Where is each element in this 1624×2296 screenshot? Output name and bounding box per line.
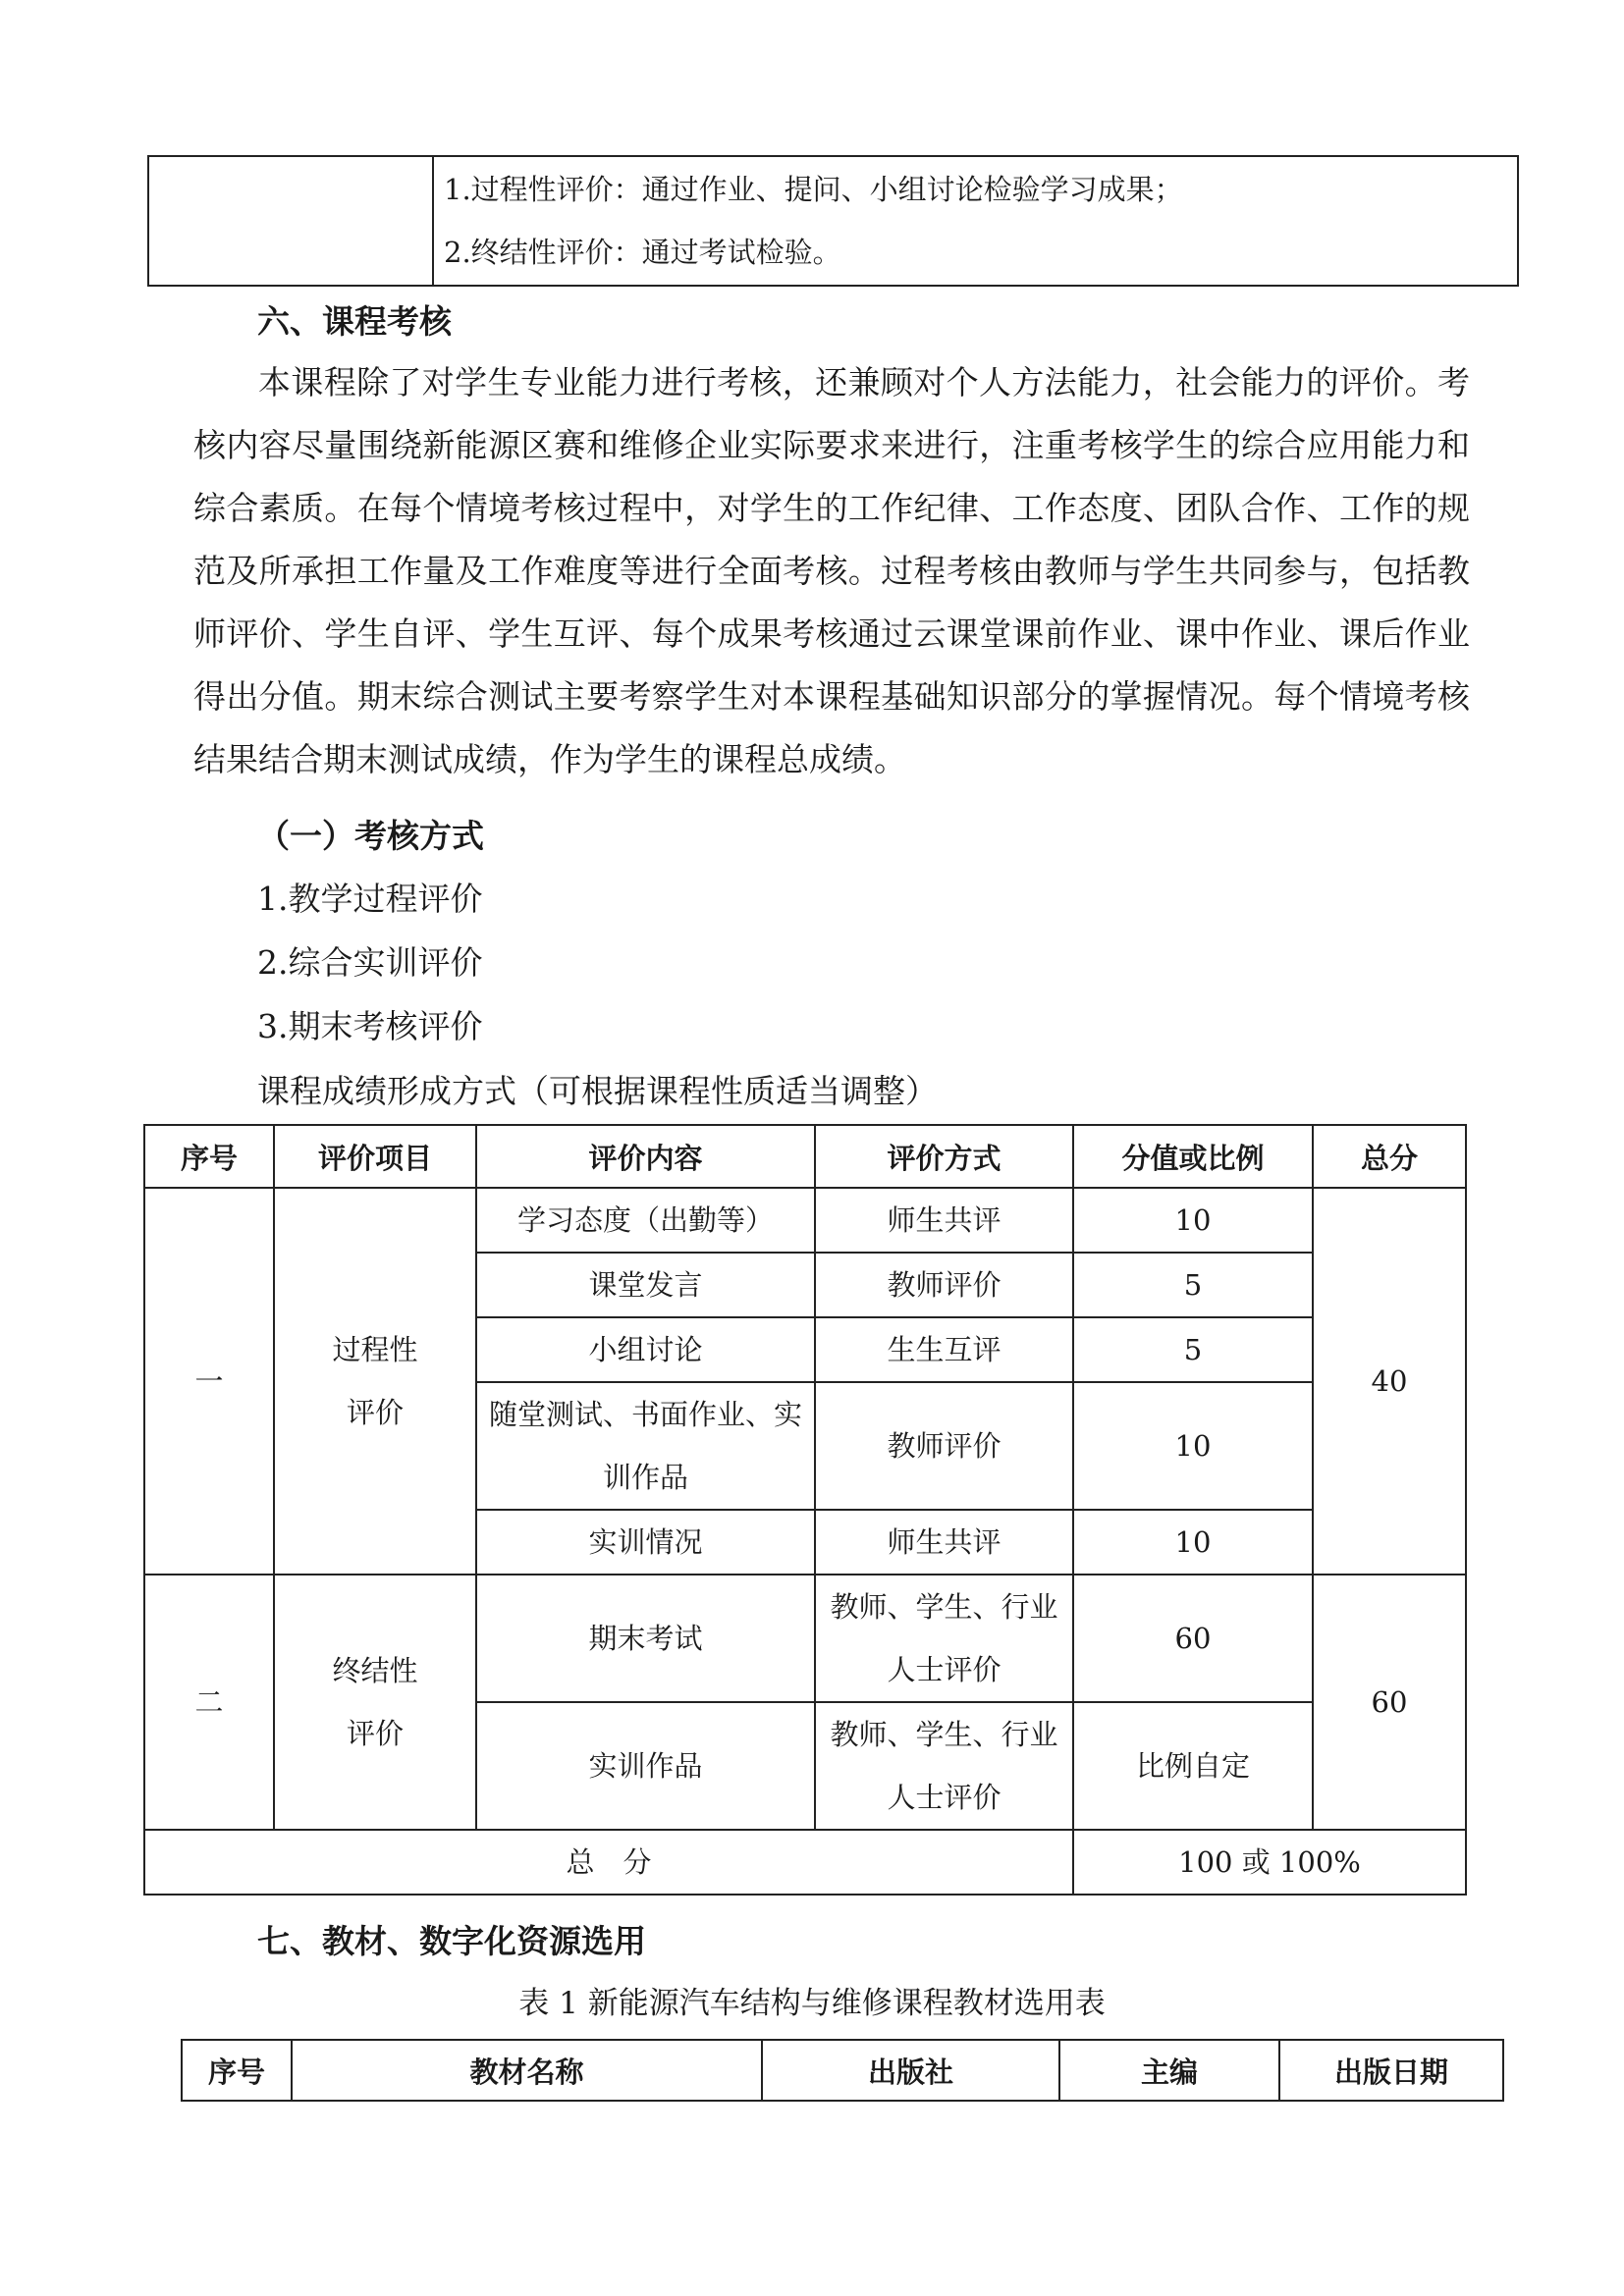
- textbook-header-no: 序号: [182, 2040, 292, 2101]
- top-eval-table: [147, 155, 1519, 287]
- group2-row2-method-line2: 人士评价: [887, 1781, 1001, 1814]
- section6-paragraph: 本课程除了对学生专业能力进行考核，还兼顾对个人方法能力，社会能力的评价。考核内容尽量围绕新能源区赛和维修企业实际要求来进行，注重考核学生的综合应用能力和综合素质。在每个情境考核过程中，对学生的工作纪律、工作态度、团队合作、工作的规范及所承担工作量及工作难度等进行全面考核。过程考核由教师与学生共同参与，包括教师评价、学生自评、学生互评、每个成果考核通过云课堂课前作业、课中作业、课后作业得出分值。期末综合测试主要考察学生对本课程基础知识部分的掌握情况。每个情境考核结果结合期末测试成绩，作为学生的课程总成绩。: [193, 363, 1470, 778]
- textbook-header-name: 教材名称: [292, 2040, 762, 2101]
- group2-item-line1: 终结性: [332, 1654, 418, 1687]
- textbook-header-date: 出版日期: [1279, 2040, 1503, 2101]
- assessment-item-1: 1.教学过程评价: [257, 880, 483, 918]
- group1-row2-score: 5: [1073, 1253, 1313, 1317]
- group1-row1-method: 师生共评: [815, 1188, 1073, 1253]
- textbook-table-caption: 表 1 新能源汽车结构与维修课程教材选用表: [518, 1986, 1106, 2021]
- group1-row4-content-line1: 随堂测试、书面作业、实: [488, 1398, 802, 1431]
- group1-row1-content: 学习态度（出勤等）: [476, 1188, 815, 1253]
- group1-row5-score: 10: [1073, 1510, 1313, 1575]
- group1-row3-method: 生生互评: [815, 1317, 1073, 1382]
- top-table-line-2: 2.终结性评价：通过考试检验。: [444, 236, 841, 269]
- header-content: 评价内容: [476, 1125, 815, 1188]
- group1-row5-content: 实训情况: [476, 1510, 815, 1575]
- group1-row3-content: 小组讨论: [476, 1317, 815, 1382]
- group1-row2-method: 教师评价: [815, 1253, 1073, 1317]
- grade-table: [143, 1124, 1467, 1896]
- group2-item-line2: 评价: [346, 1717, 404, 1750]
- top-table-empty-cell: [148, 156, 433, 286]
- group2-row1-content: 期末考试: [476, 1575, 815, 1702]
- group2-row2-method: [815, 1702, 1073, 1830]
- section7-title: 七、教材、数字化资源选用: [257, 1922, 646, 1960]
- assessment-item-2: 2.综合实训评价: [257, 943, 483, 982]
- section6-title: 六、课程考核: [257, 302, 452, 341]
- group2-row2-method-line1: 教师、学生、行业: [830, 1718, 1058, 1751]
- group1-row4-content-line2: 训作品: [602, 1461, 688, 1494]
- group1-item: [274, 1188, 476, 1575]
- group2-total: 60: [1313, 1575, 1466, 1830]
- assessment-item-3: 3.期末考核评价: [257, 1007, 483, 1045]
- header-score: 分值或比例: [1073, 1125, 1313, 1188]
- textbook-table: [181, 2039, 1504, 2102]
- group2-row1-score: 60: [1073, 1575, 1313, 1702]
- group1-item-line2: 评价: [346, 1396, 404, 1429]
- top-table-content-cell: [433, 156, 1518, 286]
- group1-no: 一: [144, 1188, 274, 1575]
- textbook-header-publisher: 出版社: [762, 2040, 1059, 2101]
- textbook-header-editor: 主编: [1059, 2040, 1279, 2101]
- section6-subheading: （一）考核方式: [257, 817, 484, 855]
- group1-row4-score: 10: [1073, 1382, 1313, 1510]
- total-value: 100 或 100%: [1073, 1830, 1466, 1895]
- group1-row2-content: 课堂发言: [476, 1253, 815, 1317]
- group1-row3-score: 5: [1073, 1317, 1313, 1382]
- group2-item: [274, 1575, 476, 1830]
- group1-row5-method: 师生共评: [815, 1510, 1073, 1575]
- group1-total: 40: [1313, 1188, 1466, 1575]
- group1-row4-content: [476, 1382, 815, 1510]
- group1-item-line1: 过程性: [332, 1333, 418, 1366]
- group2-row2-content: 实训作品: [476, 1702, 815, 1830]
- group2-row2-score: 比例自定: [1073, 1702, 1313, 1830]
- group2-row1-method-line1: 教师、学生、行业: [830, 1590, 1058, 1624]
- header-total: 总分: [1313, 1125, 1466, 1188]
- header-method: 评价方式: [815, 1125, 1073, 1188]
- group1-row4-method: 教师评价: [815, 1382, 1073, 1510]
- grade-table-caption: 课程成绩形成方式（可根据课程性质适当调整）: [257, 1072, 938, 1110]
- group2-no: 二: [144, 1575, 274, 1830]
- header-item: 评价项目: [274, 1125, 476, 1188]
- group1-row1-score: 10: [1073, 1188, 1313, 1253]
- header-no: 序号: [144, 1125, 274, 1188]
- group2-row1-method-line2: 人士评价: [887, 1653, 1001, 1686]
- top-table-line-1: 1.过程性评价：通过作业、提问、小组讨论检验学习成果；: [444, 173, 1183, 206]
- total-label: 总 分: [144, 1830, 1073, 1895]
- group2-row1-method: [815, 1575, 1073, 1702]
